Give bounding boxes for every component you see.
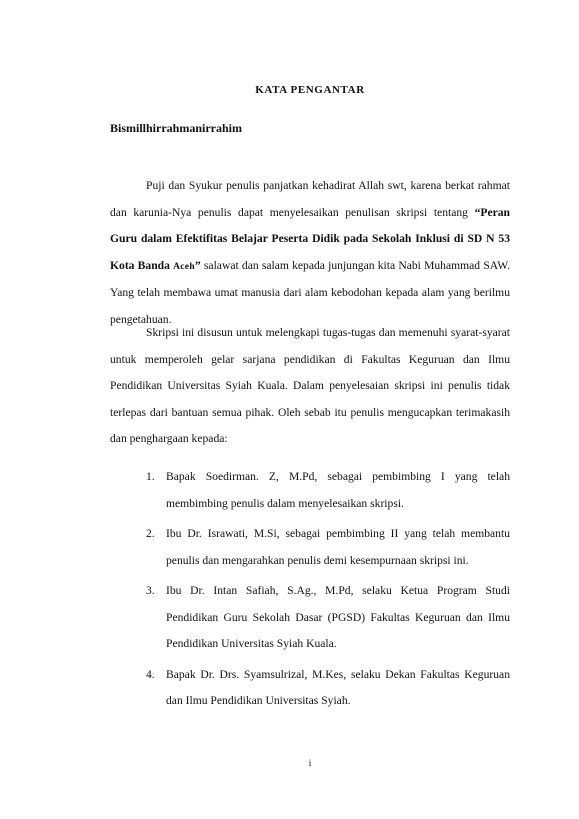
thesis-title-close: ” [194,258,201,272]
page-number: i [308,758,312,768]
list-item-text: Bapak Soedirman. Z, M.Pd, sebagai pembimbing I yang telah membimbing penulis dalam menyelesaikan skripsi. [166,470,510,510]
paragraph-purpose: Skripsi ini disusun untuk melengkapi tugas-tugas dan memenuhi syarat-syarat untuk memperoleh gelar sarjana pendidikan di Fakultas Keguruan dan Ilmu Pendidikan Universitas Syiah Kuala. Dalam penyelesaian skripsi ini penulis tidak terlepas dari bantuan semua pihak. Oleh sebab itu penulis mengucapkan terimakasih dan penghargaan kepada: [110,326,510,445]
list-item-number: 1. [146,470,155,483]
paragraph-intro [110,173,510,333]
paragraph-intro-text-b: salawat dan salam kepada junjungan kita Nabi Muhammad SAW. Yang telah membawa umat manusia dari alam kebodohan kepada alam yang berilmu pengetahuan. [110,258,510,326]
list-item [146,578,510,658]
list-item-number: 3. [146,584,155,597]
list-item [146,464,510,517]
list-item-text: Bapak Dr. Drs. Syamsulrizal, M.Kes, selaku Dekan Fakultas Keguruan dan Ilmu Pendidikan Universitas Syiah. [166,667,510,707]
list-item [146,662,510,715]
list-item-text: Ibu Dr. Israwati, M.Si, sebagai pembimbing II yang telah membantu penulis dan mengarahkan penulis demi kesempurnaan skripsi ini. [166,527,510,567]
list-item-text: Ibu Dr. Intan Safiah, S.Ag., M.Pd, selaku Ketua Program Studi Pendidikan Guru Sekolah Dasar (PGSD) Fakultas Keguruan dan Ilmu Pendidikan Universitas Syiah Kuala. [166,584,510,650]
list-item-number: 2. [146,527,155,540]
list-item-number: 4. [146,667,155,681]
acknowledgement-list [146,464,510,719]
greeting-heading: Bismillhirrahmanirrahim [110,121,242,135]
thesis-title-small: Aceh [173,261,195,272]
paragraph-intro-text-a: Puji dan Syukur penulis panjatkan kehadirat Allah swt, karena berkat rahmat dan karunia-Nya penulis dapat menyelesaikan penulisan skripsi tentang [110,179,510,219]
list-item [146,521,510,574]
thesis-title-main: “Peran Guru dalam Efektifitas Belajar Peserta Didik pada Sekolah Inklusi di SD N 53 Kota Banda [110,205,510,272]
page-title: KATA PENGANTAR [255,84,365,96]
